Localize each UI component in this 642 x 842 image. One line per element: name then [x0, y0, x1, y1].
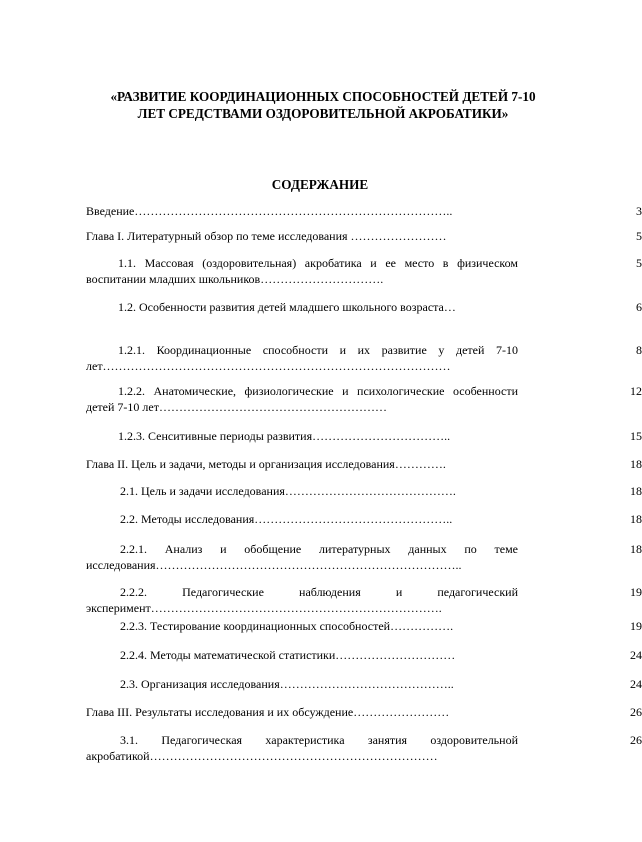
toc-entry-page: 24: [630, 677, 642, 691]
toc-entry-page: 5: [636, 256, 642, 270]
toc-entry-text: 2.3. Организация исследования……………………………………..: [120, 677, 454, 691]
toc-entry-text: 1.2.1. Координационные способности и их развитие у детей 7-10 лет……………………………………………………………………………: [86, 343, 518, 373]
toc-entry-page: 26: [630, 733, 642, 747]
toc-entry-text: 2.2.3. Тестирование координационных способностей…………….: [120, 619, 454, 633]
toc-entry-text: Глава III. Результаты исследования и их обсуждение……………………: [86, 705, 450, 719]
toc-entry-page: 19: [630, 585, 642, 599]
toc-entry-page: 15: [630, 429, 642, 443]
toc-entry-page: 8: [636, 343, 642, 357]
toc-entry-text: 2.1. Цель и задачи исследования…………………………………….: [120, 484, 456, 498]
toc-entry-text: 1.2. Особенности развития детей младшего школьного возраста…: [118, 300, 456, 314]
toc-entry-page: 18: [630, 484, 642, 498]
toc-entry-text: 3.1. Педагогическая характеристика занятия оздоровительной акробатикой………………………………………………………………: [86, 733, 518, 763]
toc-entry-page: 18: [630, 512, 642, 526]
toc-entry-page: 12: [630, 384, 642, 398]
contents-heading: СОДЕРЖАНИЕ: [271, 177, 369, 192]
toc-entry-text: 2.2.1. Анализ и обобщение литературных данных по теме исследования…………………………………………………………………..: [86, 542, 518, 572]
toc-entry-page: 3: [636, 204, 642, 218]
title-line: ЛЕТ СРЕДСТВАМИ ОЗДОРОВИТЕЛЬНОЙ АКРОБАТИКИ»: [137, 106, 509, 121]
toc-entry-text: 2.2.2. Педагогические наблюдения и педагогический эксперимент……………………………………………………………….: [86, 585, 518, 615]
toc-entry-page: 26: [630, 705, 642, 719]
toc-entry-text: 1.2.2. Анатомические, физиологические и психологические особенности детей 7-10 лет…………………………………………………: [86, 384, 518, 414]
toc-entry-text: Глава II. Цель и задачи, методы и организация исследования………….: [86, 457, 446, 471]
toc-entry-page: 5: [636, 229, 642, 243]
title-line: «РАЗВИТИЕ КООРДИНАЦИОННЫХ СПОСОБНОСТЕЙ ДЕТЕЙ 7-10: [110, 89, 536, 104]
toc-entry-text: 1.2.3. Сенситивные периоды развития……………………………..: [118, 429, 451, 443]
toc-entry-text: 2.2.4. Методы математической статистики…………………………: [120, 648, 456, 662]
toc-entry-page: 18: [630, 457, 642, 471]
toc-entry-text: 1.1. Массовая (оздоровительная) акробатика и ее место в физическом воспитании младших школьников………………………….: [86, 256, 518, 286]
toc-entry-page: 24: [630, 648, 642, 662]
toc-entry-text: Глава I. Литературный обзор по теме исследования ……………………: [86, 229, 447, 243]
toc-entry-page: 6: [636, 300, 642, 314]
toc-entry-page: 18: [630, 542, 642, 556]
toc-entry-text: 2.2. Методы исследования…………………………………………..: [120, 512, 453, 526]
toc-entry-page: 19: [630, 619, 642, 633]
document-title: [88, 88, 558, 122]
toc-entry-text: Введение……………………………………………………………………..: [86, 204, 453, 218]
